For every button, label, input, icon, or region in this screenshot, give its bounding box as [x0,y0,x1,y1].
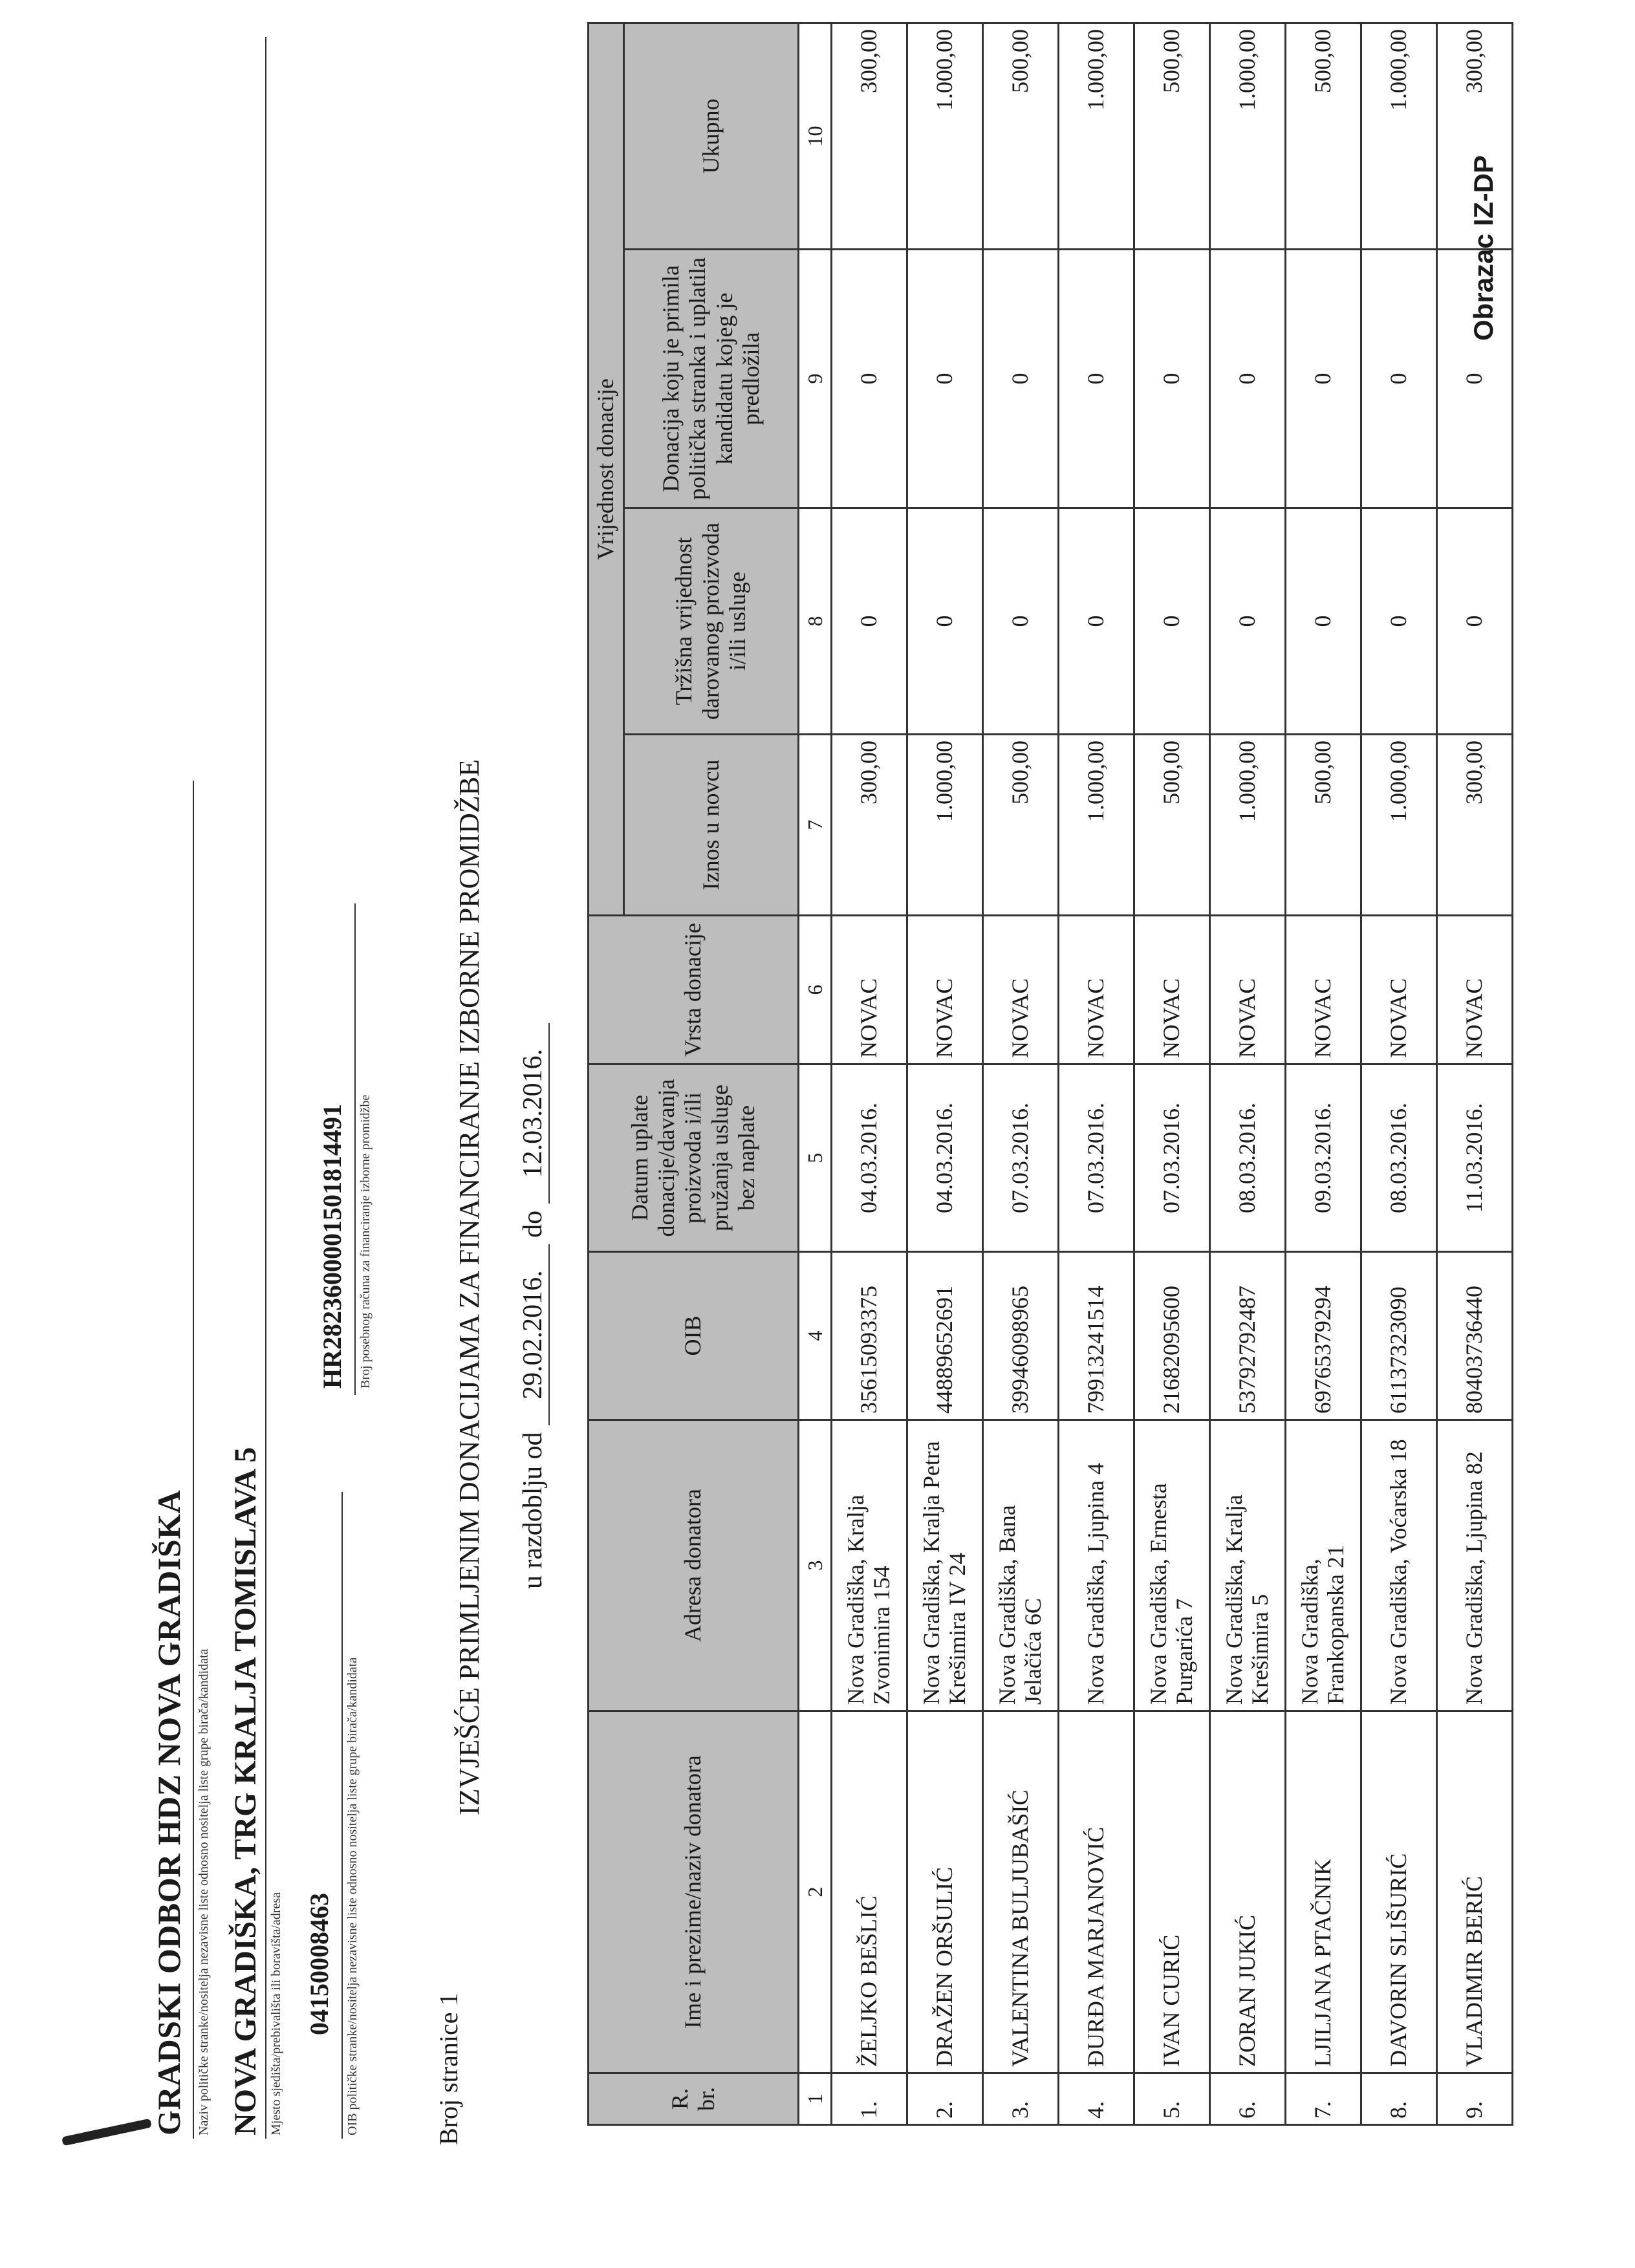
column-number: 2 [799,1711,832,2073]
header-total: Ukupno [624,23,799,249]
table-row [832,23,907,2124]
candidate-donation: 0 [1286,250,1361,508]
table-row [1059,23,1134,2124]
donations-table [587,22,1513,2126]
donor-name: LJILJANA PTAČNIK [1286,1711,1361,2073]
donor-name: DRAŽEN ORŠULIĆ [907,1711,983,2073]
cash-amount: 1.000,00 [907,735,983,916]
total-amount: 300,00 [1437,23,1513,249]
address-label: Mjesto sjedišta/prebivališta ili boravišta/adresa [269,1892,283,2135]
row-number: 5. [1134,2073,1210,2125]
donation-date: 08.03.2016. [1210,1064,1286,1252]
account-label: Broj posebnog računa za financiranje izborne promidžbe [358,1094,373,1388]
donor-address: Nova Gradiška, Frankopanska 21 [1286,1420,1361,1711]
donor-oib: 61137323090 [1361,1252,1437,1420]
column-number: 4 [799,1252,832,1420]
total-amount: 1.000,00 [1210,23,1286,249]
market-value: 0 [907,508,983,735]
cash-amount: 1.000,00 [1361,735,1437,916]
donor-oib: 69765379294 [1286,1252,1361,1420]
report-title: IZVJEŠĆE PRIMLJENIM DONACIJAMA ZA FINANCIRANJE IZBORNE PROMIDŽBE [453,759,485,1815]
cash-amount: 1.000,00 [1059,735,1134,916]
oib-label: OIB političke stranke/nositelja nezavisne liste odnosno nositelja liste grupe birača/kandidata [345,1657,360,2135]
donor-address: Nova Gradiška, Kralja Krešimira 5 [1210,1420,1286,1711]
row-number: 8. [1361,2073,1437,2125]
header-date: Datum uplate donacije/davanja proizvoda i/ili pružanja usluge bez naplate [589,1064,799,1252]
party-oib: 04150008463 [305,1893,334,2035]
donor-oib: 39946098965 [983,1252,1059,1420]
total-amount: 500,00 [1286,23,1361,249]
market-value: 0 [832,508,907,735]
form-code: Obrazac IZ-DP [1468,155,1499,341]
table-row [983,23,1059,2124]
donor-oib: 21682095600 [1134,1252,1210,1420]
market-value: 0 [1059,508,1134,735]
row-number: 1. [832,2073,907,2125]
candidate-donation: 0 [1361,250,1437,508]
donor-name: IVAN CURIĆ [1134,1711,1210,2073]
column-number-row [799,23,832,2124]
party-name-underline [193,781,194,2139]
donor-address: Nova Gradiška, Voćarska 18 [1361,1420,1437,1711]
table-row [1361,23,1437,2124]
donation-type: NOVAC [832,916,907,1064]
cash-amount: 300,00 [832,735,907,916]
market-value: 0 [1210,508,1286,735]
donor-oib: 53792792487 [1210,1252,1286,1420]
donation-type: NOVAC [983,916,1059,1064]
cash-amount: 500,00 [983,735,1059,916]
cash-amount: 300,00 [1437,735,1513,916]
candidate-donation: 0 [1134,250,1210,508]
candidate-donation: 0 [832,250,907,508]
account-underline [354,903,356,1395]
header-oib: OIB [589,1252,799,1420]
column-number: 7 [799,735,832,916]
candidate-donation: 0 [1437,250,1513,508]
donation-type: NOVAC [1286,916,1361,1064]
row-number: 4. [1059,2073,1134,2125]
header-cash: Iznos u novcu [624,735,799,916]
market-value: 0 [1286,508,1361,735]
period-to: 12.03.2016. [517,1023,550,1204]
cash-amount: 500,00 [1286,735,1361,916]
donor-name: ŽELJKO BEŠLIĆ [832,1711,907,2073]
donation-date: 08.03.2016. [1361,1064,1437,1252]
donation-type: NOVAC [1361,916,1437,1064]
total-amount: 1.000,00 [1361,23,1437,249]
column-number: 6 [799,916,832,1064]
header-value-group: Vrijednost donacije [589,23,624,915]
donor-oib: 44889652691 [907,1252,983,1420]
row-number: 2. [907,2073,983,2125]
header-address: Adresa donatora [589,1420,799,1711]
donor-name: ĐURĐA MARJANOVIĆ [1059,1711,1134,2073]
column-number: 1 [799,2073,832,2125]
total-amount: 300,00 [832,23,907,249]
period-prefix: u razdoblju od [518,1432,548,1589]
table-row [907,23,983,2124]
candidate-donation: 0 [983,250,1059,508]
total-amount: 1.000,00 [907,23,983,249]
donor-oib: 79913241514 [1059,1252,1134,1420]
candidate-donation: 0 [1059,250,1134,508]
table-row [1210,23,1286,2124]
party-address: NOVA GRADIŠKA, TRG KRALJA TOMISLAVA 5 [228,1447,263,2135]
report-period [517,1023,550,1589]
donation-date: 07.03.2016. [1134,1064,1210,1252]
donation-type: NOVAC [1059,916,1134,1064]
donation-date: 09.03.2016. [1286,1064,1361,1252]
market-value: 0 [983,508,1059,735]
account-number: HR2823600001501814491 [318,1104,347,1388]
candidate-donation: 0 [907,250,983,508]
table-row [1286,23,1361,2124]
header-name: Ime i prezime/naziv donatora [589,1711,799,2073]
donor-name: VLADIMIR BERIĆ [1437,1711,1513,2073]
donor-name: ZORAN JUKIĆ [1210,1711,1286,2073]
address-underline [265,37,266,2139]
column-number: 3 [799,1420,832,1711]
donor-oib: 35615093375 [832,1252,907,1420]
donation-type: NOVAC [1210,916,1286,1064]
table-row [1437,23,1513,2124]
donor-address: Nova Gradiška, Ljupina 4 [1059,1420,1134,1711]
column-number: 8 [799,508,832,735]
party-name-label: Naziv političke stranke/nositelja nezavisne liste odnosno nositelja liste grupe birača/kandidata [197,1648,211,2135]
total-amount: 500,00 [1134,23,1210,249]
total-amount: 500,00 [983,23,1059,249]
row-number: 7. [1286,2073,1361,2125]
donation-type: NOVAC [1134,916,1210,1064]
oib-underline [341,1492,343,2139]
donor-name: DAVORIN SLIŠURIĆ [1361,1711,1437,2073]
donor-address: Nova Gradiška, Bana Jelačića 6C [983,1420,1059,1711]
page-number: Broj stranice 1 [434,1993,463,2145]
donor-address: Nova Gradiška, Ljupina 82 [1437,1420,1513,1711]
column-number: 9 [799,250,832,508]
donation-date: 07.03.2016. [1059,1064,1134,1252]
market-value: 0 [1134,508,1210,735]
donor-oib: 80403736440 [1437,1252,1513,1420]
donor-address: Nova Gradiška, Ernesta Purgarića 7 [1134,1420,1210,1711]
column-number: 5 [799,1064,832,1252]
donor-address: Nova Gradiška, Kralja Petra Krešimira IV 24 [907,1420,983,1711]
donor-name: VALENTINA BULJUBAŠIĆ [983,1711,1059,2073]
row-number: 9. [1437,2073,1513,2125]
donation-type: NOVAC [1437,916,1513,1064]
table-row [1134,23,1210,2124]
total-amount: 1.000,00 [1059,23,1134,249]
column-number: 10 [799,23,832,249]
cash-amount: 500,00 [1134,735,1210,916]
cash-amount: 1.000,00 [1210,735,1286,916]
header-type: Vrsta donacije [589,916,799,1064]
donation-date: 04.03.2016. [832,1064,907,1252]
donation-date: 07.03.2016. [983,1064,1059,1252]
donor-address: Nova Gradiška, Kralja Zvonimira 154 [832,1420,907,1711]
header-market: Tržišna vrijednost darovanog proizvoda i/ili usluge [624,508,799,735]
row-number: 3. [983,2073,1059,2125]
market-value: 0 [1437,508,1513,735]
donation-type: NOVAC [907,916,983,1064]
candidate-donation: 0 [1210,250,1286,508]
period-from: 29.02.2016. [517,1244,550,1425]
row-number: 6. [1210,2073,1286,2125]
period-middle: do [518,1210,548,1238]
market-value: 0 [1361,508,1437,735]
header-candidate: Donacija koju je primila politička stranka i uplatila kandidatu kojeg je predložila [624,250,799,508]
donation-date: 11.03.2016. [1437,1064,1513,1252]
party-name: GRADSKI ODBOR HDZ NOVA GRADIŠKA [151,1489,187,2135]
header-rbr: R. br. [589,2073,799,2125]
donation-date: 04.03.2016. [907,1064,983,1252]
